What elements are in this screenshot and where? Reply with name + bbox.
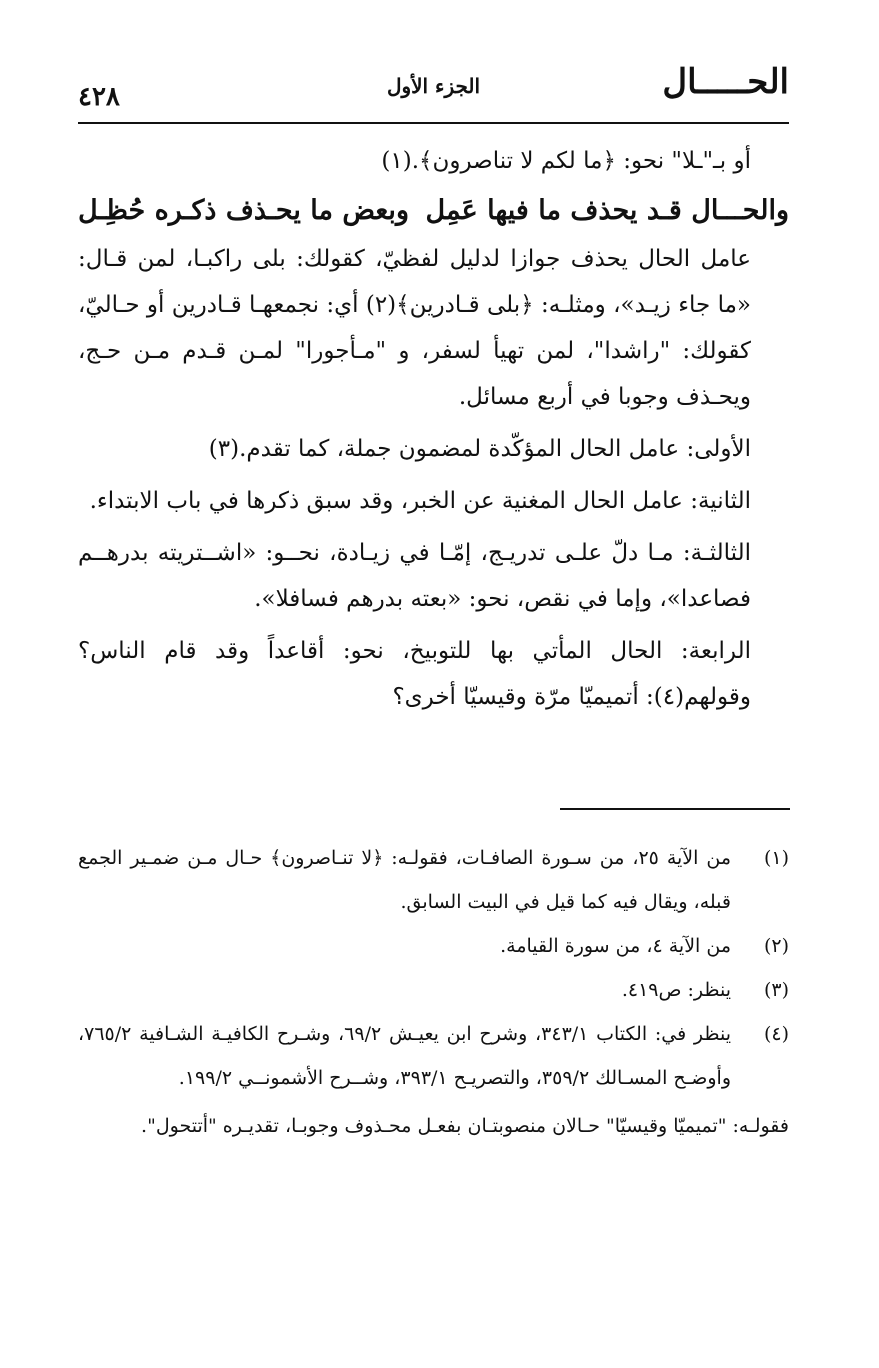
footnote	[78, 836, 789, 924]
case-third: الثالثـة: مـا دلّ علـى تدريـج، إمّـا في زيـادة، نحــو: «اشــتريته بدرهــم فصاعدا»، وإما في نقص، نحو: «بعته بدرهم فسافلا».	[78, 540, 751, 612]
case-fourth: الرابعة: الحال المأتي بها للتوبيخ، نحو: أقاعداً وقد قام الناس؟ وقولهم(٤): أتميميّا مرّة وقيسيّا أخرى؟	[78, 638, 751, 710]
footnote-text: ينظر في: الكتاب ٣٤٣/١، وشرح ابن يعيـش ٦٩/٢، وشـرح الكافيـة الشـافية ٧٦٥/٢، وأوضـح المسـالك ٣٥٩/٢، والتصريـح ٣٩٣/١، وشــرح الأشمونــي ١٩٩/٢.	[78, 1023, 731, 1089]
page-header	[78, 62, 789, 118]
section-title: الحـــــال	[662, 62, 789, 102]
case-second: الثانية: عامل الحال المغنية عن الخبر، وقد سبق ذكرها في باب الابتداء.	[89, 488, 751, 514]
explanation-paragraph: عامل الحال يحذف جوازا لدليل لفظيّ، كقولك: بلى راكبـا، لمن قـال: «ما جاء زيـد»، ومثلـه: ﴿بلى قـادرين﴾(٢) أي: نجمعهـا قـادرين أو حـاليّ، كقولك: "راشدا"، لمن تهيأ لسفر، و "مـأجورا" لمـن قـدم مـن حـج، ويحـذف وجوبا في أربع مسائل.	[78, 246, 751, 410]
verse-first-hemistich: والحـــال قـد يحذف ما فيها عَمِل	[425, 195, 789, 226]
case-first: الأولى: عامل الحال المؤكّدة لمضمون جملة، كما تقدم.(٣)	[208, 436, 751, 462]
footnote-continuation: فقولـه: "تميميّا وقيسيّا" حـالان منصوبتـان بفعـل محـذوف وجوبـا، تقديـره "أتتحول".	[141, 1115, 789, 1137]
volume-label: الجزء الأول	[386, 74, 481, 98]
footnote	[78, 968, 789, 1012]
footnote	[78, 1012, 789, 1100]
footnote	[78, 924, 789, 968]
intro-line: أو بـ"ـلا" نحو: ﴿ما لكم لا تناصرون﴾.(١)	[381, 148, 751, 174]
footnote-text: من الآية ٢٥، من سـورة الصافـات، فقولـه: ﴿لا تنـاصرون﴾ حـال مـن ضمـير الجمع قبله، ويقال فيه كما قيل في البيت السابق.	[78, 847, 731, 913]
header-rule	[78, 122, 789, 124]
page-number: ٤٢٨	[78, 82, 120, 112]
main-text	[78, 138, 789, 720]
verse-second-hemistich: وبعض ما يحـذف ذكـره حُظِـل	[78, 195, 409, 226]
footnote-text: من الآية ٤، من سورة القيامة.	[500, 935, 731, 957]
footnote-separator	[560, 808, 790, 810]
footnote-number: (٣)	[763, 979, 789, 1001]
poem-verse	[78, 188, 789, 234]
footnote-number: (٢)	[763, 935, 789, 957]
footnote-text: ينظر: ص٤١٩.	[621, 979, 731, 1001]
footnote-number: (١)	[763, 847, 789, 869]
footnote-number: (٤)	[763, 1023, 789, 1045]
footnotes	[78, 836, 789, 1148]
